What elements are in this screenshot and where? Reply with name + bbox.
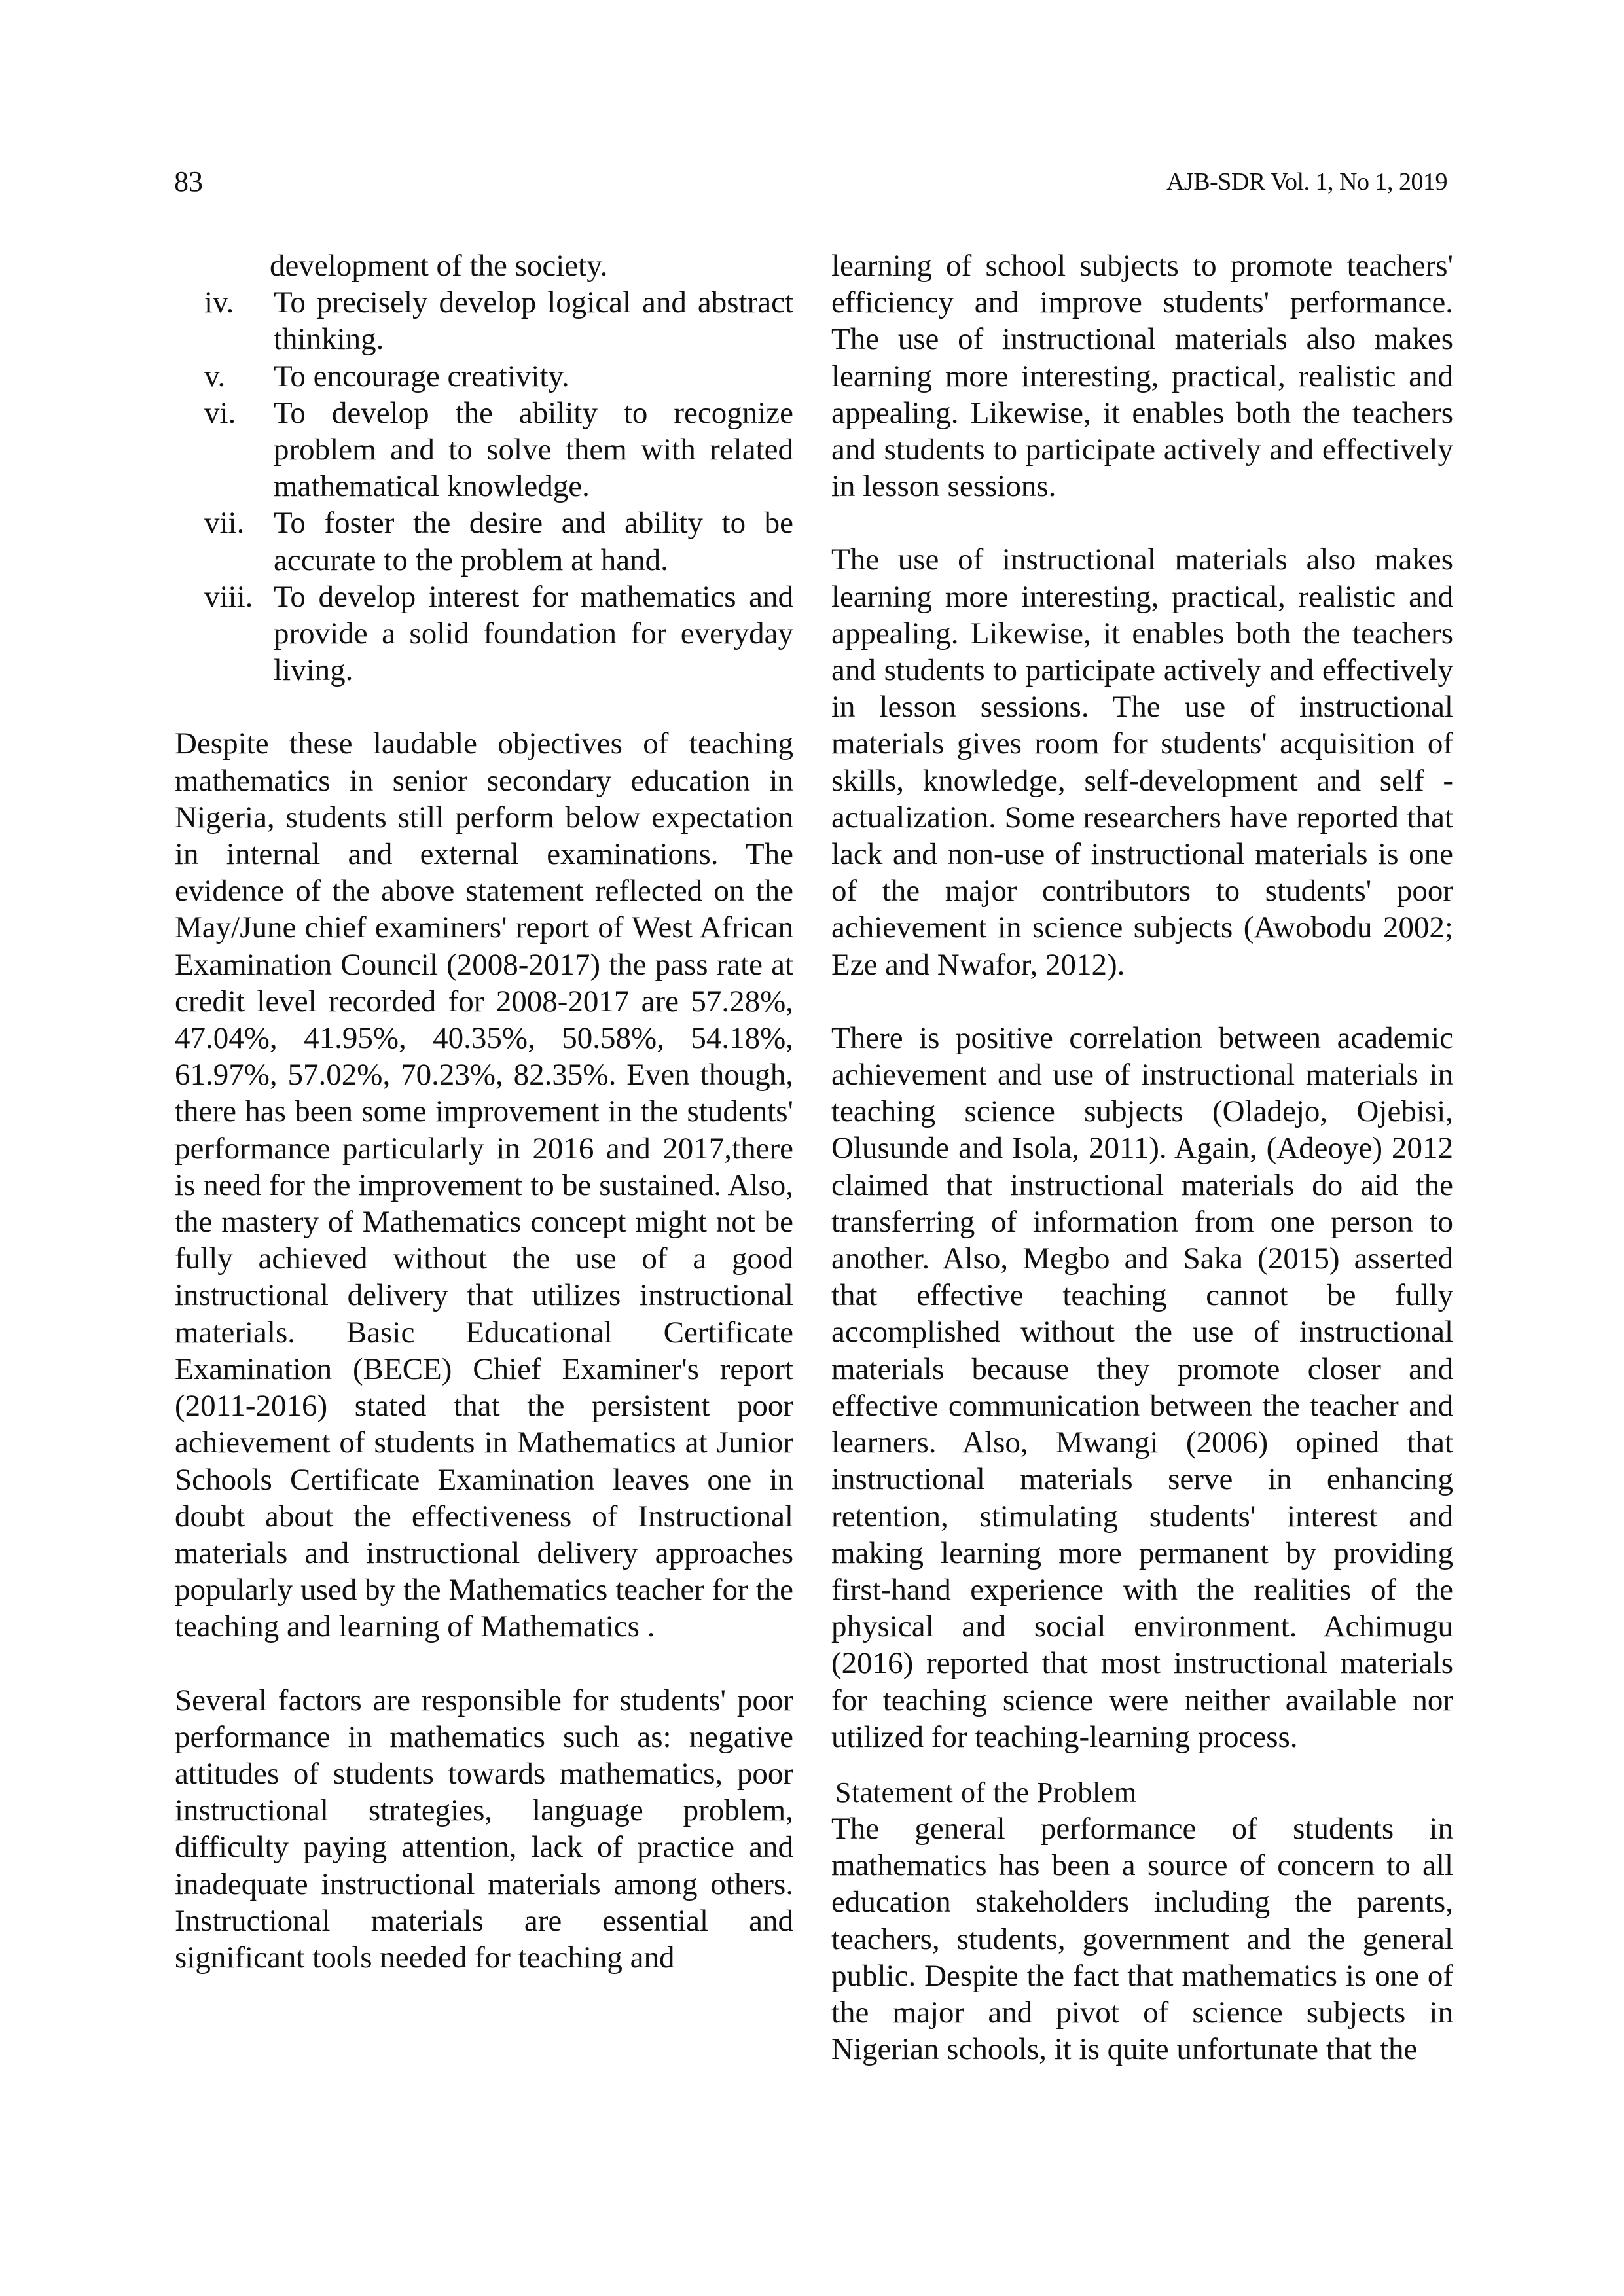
list-item-number: vii. bbox=[204, 506, 245, 541]
list-item-text: To encourage creativity. bbox=[274, 359, 569, 393]
body-paragraph-wassce-results: Despite these laudable objectives of teaching mathematics in senior secondary education in Nigeria, students still perform below expectation in internal and external examinations. The evidence of the above statement reflected on the May/June chief examiners' report of West African Examination Council (2008-2017) the pass rate at credit level recorded for 2008-2017 are 57.28%, 47.04%, 41.95%, 40.35%, 50.58%, 54.18%, 61.97%, 57.02%, 70.23%, 82.35%. Even though, there has been some improvement in the students' performance particularly in 2016 and 2017,there is need for the improvement to be sustained. Also, the mastery of Mathematics concept might not be fully achieved without the use of a good instructional delivery that utilizes instructional materials. Basic Educational Certificate Examination (BECE) Chief Examiner's report (2011-2016) stated that the persistent poor achievement of students in Mathematics at Junior Schools Certificate Examination leaves one in doubt about the effectiveness of Instructional materials and instructional delivery approaches popularly used by the Mathematics teacher for the teaching and learning of Mathematics . bbox=[175, 726, 793, 1644]
left-column bbox=[175, 247, 793, 1976]
list-item bbox=[175, 284, 793, 357]
list-item-text: To develop interest for mathematics and provide a solid foundation for everyday living. bbox=[274, 579, 793, 688]
list-item-number: viii. bbox=[204, 579, 253, 614]
body-paragraph-interest: The use of instructional materials also makes learning more interesting, practical, realistic and appealing. Likewise, it enables both the teachers and students to participate actively and effectively in lesson sessions. The use of instructional materials gives room for students' acquisition of skills, knowledge, self-development and self - actualization. Some researchers have reported that lack and non-use of instructional materials is one of the major contributors to students' poor achievement in science subjects (Awobodu 2002; Eze and Nwafor, 2012). bbox=[831, 543, 1453, 982]
section-heading: Statement of the Problem bbox=[835, 1776, 1137, 1808]
body-paragraph-factors: Several factors are responsible for students' poor performance in mathematics such as: negative attitudes of students towards mathematics, poor instructional strategies, language problem, difficulty paying attention, lack of practice and inadequate instructional materials among others. Instructional materials are essential and significant tools needed for teaching and bbox=[175, 1683, 793, 1975]
body-paragraph-instructional-materials: learning of school subjects to promote teachers' efficiency and improve students' performance. The use of instructional materials also makes learning more interesting, practical, realistic and appealing. Likewise, it enables both the teachers and students to participate actively and effectively in lesson sessions. bbox=[831, 249, 1453, 504]
body-paragraph-correlation: There is positive correlation between academic achievement and use of instructional materials in teaching science subjects (Oladejo, Ojebisi, Olusunde and Isola, 2011). Again, (Adeoye) 2012 claimed that instructional materials do aid the transferring of information from one person to another. Also, Megbo and Saka (2015) asserted that effective teaching cannot be fully accomplished without the use of instructional materials because they promote closer and effective communication between the teacher and learners. Also, Mwangi (2006) opined that instructional materials serve in enhancing retention, stimulating students' interest and making learning more permanent by providing first-hand experience with the realities of the physical and social environment. Achimugu (2016) reported that most instructional materials for teaching science were neither available nor utilized for teaching-learning process. bbox=[831, 1020, 1453, 1754]
list-item-continuation: development of the society. bbox=[270, 249, 608, 283]
list-item bbox=[175, 579, 793, 689]
list-item bbox=[175, 395, 793, 505]
objectives-list bbox=[175, 284, 793, 689]
right-column bbox=[831, 247, 1453, 2068]
list-item-text: To precisely develop logical and abstract thinking. bbox=[274, 285, 793, 357]
list-item bbox=[175, 358, 793, 395]
list-item bbox=[175, 505, 793, 578]
list-item-text: To foster the desire and ability to be accurate to the problem at hand. bbox=[274, 506, 793, 577]
journal-running-head: AJB-SDR Vol. 1, No 1, 2019 bbox=[1166, 168, 1447, 196]
list-item-text: To develop the ability to recognize problem and to solve them with related mathematical knowledge. bbox=[274, 395, 793, 504]
page-number: 83 bbox=[174, 166, 203, 198]
body-paragraph-problem-statement: The general performance of students in mathematics has been a source of concern to all education stakeholders including the parents, teachers, students, government and the general public. Despite the fact that mathematics is one of the major and pivot of science subjects in Nigerian schools, it is quite unfortunate that the bbox=[831, 1811, 1453, 2067]
list-item-number: v. bbox=[204, 359, 226, 393]
list-item-number: iv. bbox=[204, 285, 234, 320]
list-item-number: vi. bbox=[204, 395, 236, 430]
